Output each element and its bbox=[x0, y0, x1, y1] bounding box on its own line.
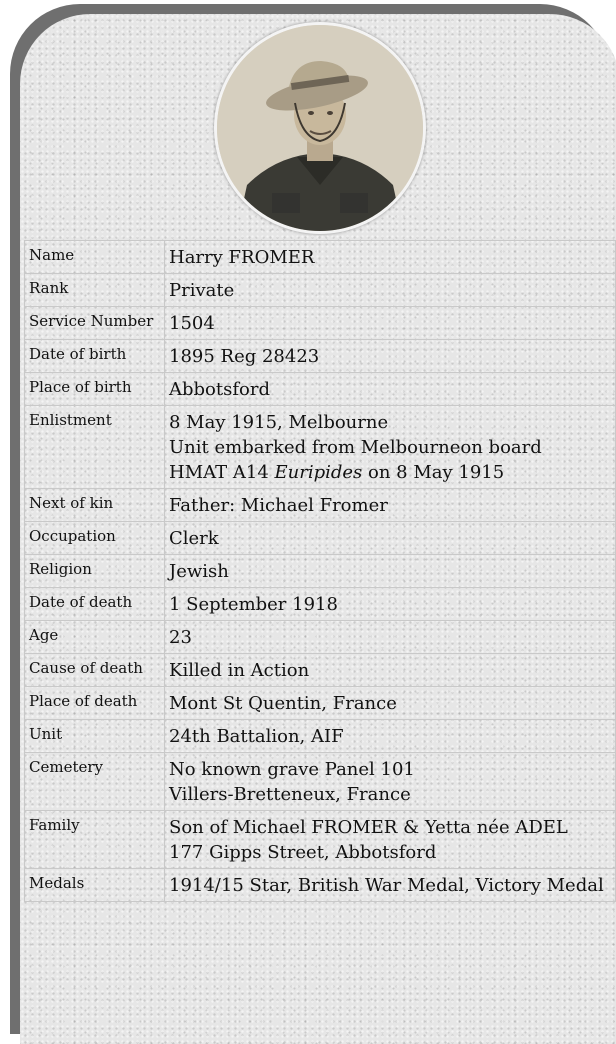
row-label: Date of death bbox=[25, 588, 165, 621]
row-label: Name bbox=[25, 241, 165, 274]
value-line bbox=[169, 460, 611, 485]
row-value: Father: Michael Fromer bbox=[165, 489, 616, 522]
row-label: Date of birth bbox=[25, 340, 165, 373]
row-value: Harry FROMER bbox=[165, 241, 616, 274]
row-value: 1895 Reg 28423 bbox=[165, 340, 616, 373]
table-row bbox=[25, 621, 616, 654]
ship-name: Euripides bbox=[274, 462, 363, 483]
row-label: Age bbox=[25, 621, 165, 654]
row-value: 24th Battalion, AIF bbox=[165, 720, 616, 753]
table-row bbox=[25, 274, 616, 307]
value-line: Son of Michael FROMER & Yetta née ADEL bbox=[169, 817, 568, 838]
table-row bbox=[25, 811, 616, 869]
table-row bbox=[25, 720, 616, 753]
row-value bbox=[165, 406, 616, 489]
row-value: 1914/15 Star, British War Medal, Victory Medal bbox=[165, 869, 616, 902]
row-value: Private bbox=[165, 274, 616, 307]
row-label: Service Number bbox=[25, 307, 165, 340]
value-line: 177 Gipps Street, Abbotsford bbox=[169, 842, 437, 863]
value-line: No known grave Panel 101 bbox=[169, 759, 415, 780]
row-label: Cause of death bbox=[25, 654, 165, 687]
ship-suffix: on 8 May 1915 bbox=[362, 462, 505, 483]
table-row bbox=[25, 687, 616, 720]
table-row bbox=[25, 869, 616, 902]
row-value: Clerk bbox=[165, 522, 616, 555]
table-row bbox=[25, 753, 616, 811]
value-line: Villers-Bretteneux, France bbox=[169, 784, 411, 805]
table-row bbox=[25, 588, 616, 621]
table-row bbox=[25, 489, 616, 522]
table-row bbox=[25, 406, 616, 489]
value-line: Unit embarked from Melbourneon board bbox=[169, 437, 542, 458]
row-value: 1 September 1918 bbox=[165, 588, 616, 621]
row-label: Religion bbox=[25, 555, 165, 588]
row-label: Rank bbox=[25, 274, 165, 307]
row-label: Next of kin bbox=[25, 489, 165, 522]
table-row bbox=[25, 373, 616, 406]
table-row bbox=[25, 241, 616, 274]
ship-prefix: HMAT A14 bbox=[169, 462, 275, 483]
row-label: Unit bbox=[25, 720, 165, 753]
row-value: 1504 bbox=[165, 307, 616, 340]
row-value: Killed in Action bbox=[165, 654, 616, 687]
value-line: 8 May 1915, Melbourne bbox=[169, 412, 389, 433]
table-row bbox=[25, 340, 616, 373]
service-record-table bbox=[24, 240, 616, 902]
soldier-portrait-icon bbox=[217, 25, 423, 231]
row-label: Occupation bbox=[25, 522, 165, 555]
table-row bbox=[25, 307, 616, 340]
row-value: Jewish bbox=[165, 555, 616, 588]
row-label: Family bbox=[25, 811, 165, 869]
row-value bbox=[165, 753, 616, 811]
row-value: Abbotsford bbox=[165, 373, 616, 406]
row-value: 23 bbox=[165, 621, 616, 654]
row-label: Place of death bbox=[25, 687, 165, 720]
table-row bbox=[25, 555, 616, 588]
row-label: Cemetery bbox=[25, 753, 165, 811]
table-row bbox=[25, 522, 616, 555]
table-row bbox=[25, 654, 616, 687]
row-value: Mont St Quentin, France bbox=[165, 687, 616, 720]
row-label: Medals bbox=[25, 869, 165, 902]
row-label: Enlistment bbox=[25, 406, 165, 489]
row-value bbox=[165, 811, 616, 869]
row-label: Place of birth bbox=[25, 373, 165, 406]
soldier-portrait bbox=[214, 22, 426, 234]
